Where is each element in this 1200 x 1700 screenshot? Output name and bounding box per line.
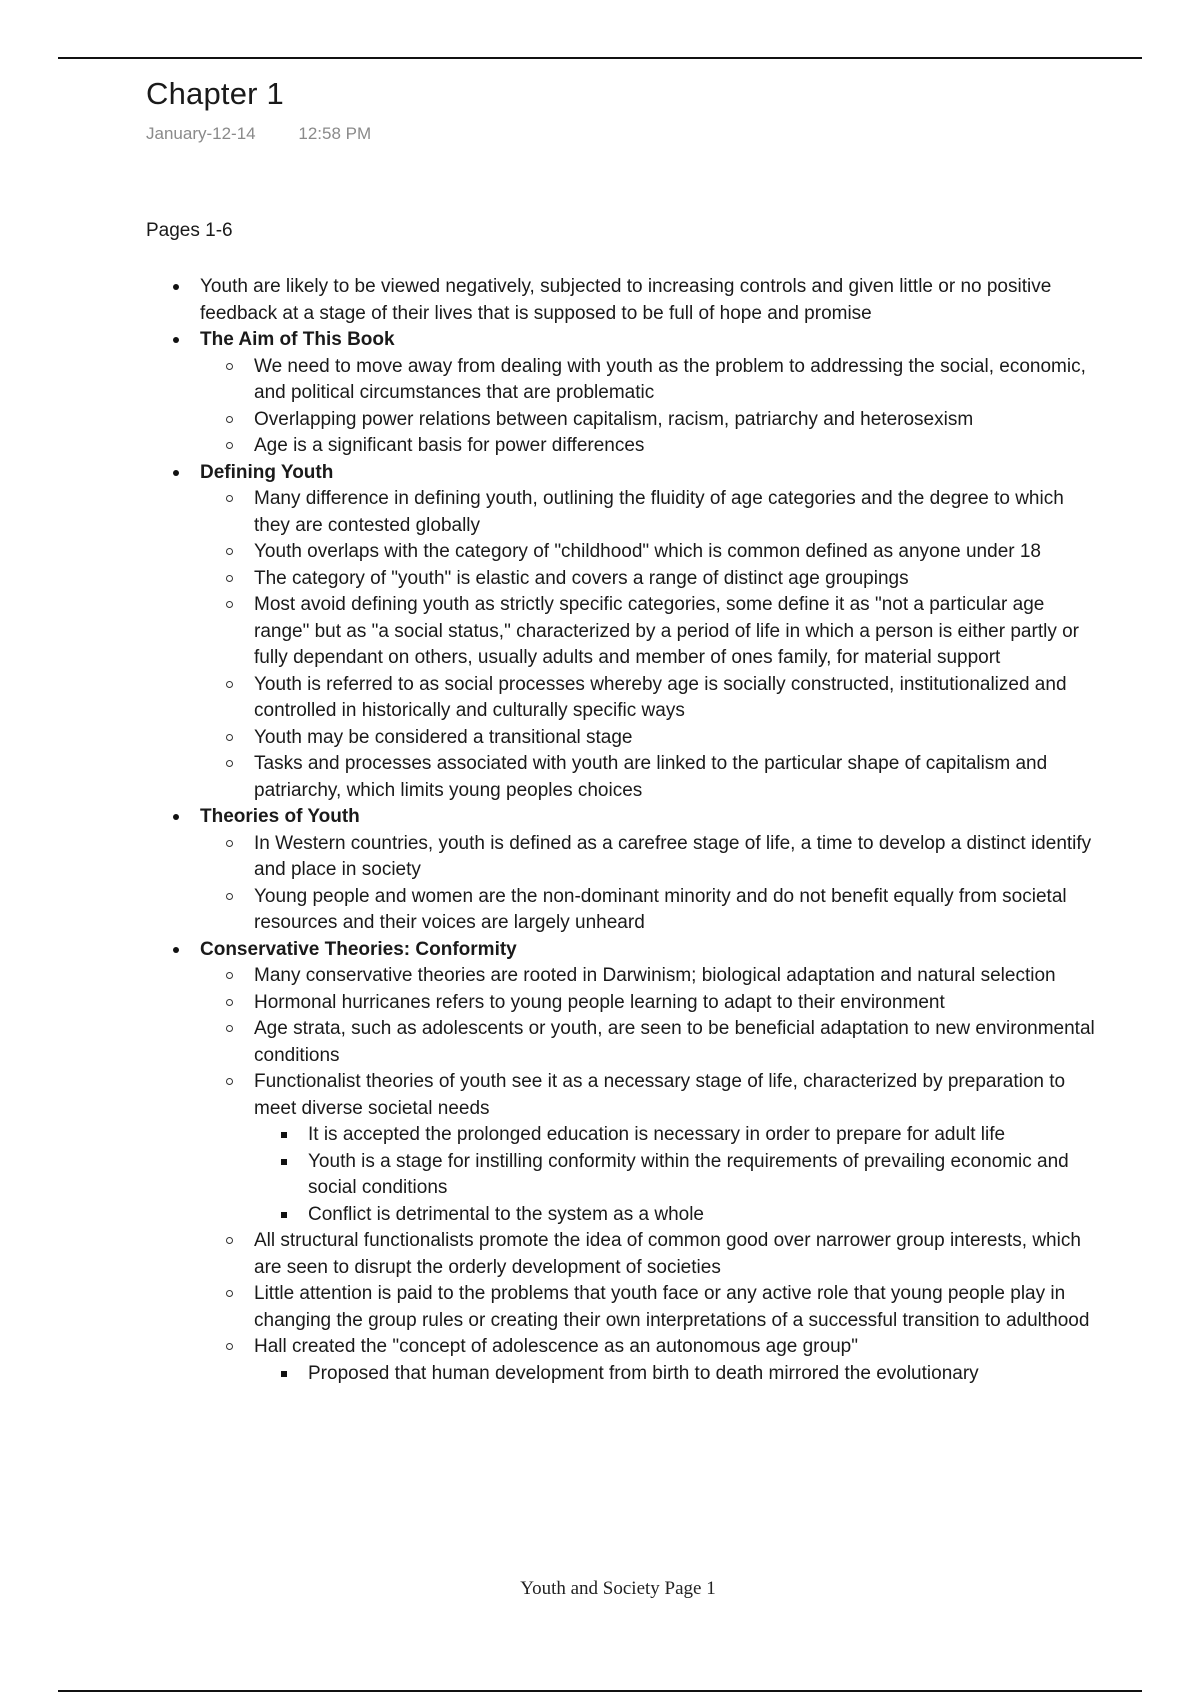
- section-heading-conservative: Conservative Theories: Conformity: [200, 938, 517, 960]
- conservative-sublist: [200, 963, 1096, 1387]
- theories-sublist: [200, 831, 1096, 937]
- list-item: Conflict is detrimental to the system as a whole: [254, 1202, 1096, 1229]
- list-item: Proposed that human development from birth to death mirrored the evolutionary: [254, 1361, 1096, 1388]
- list-item: [146, 460, 1096, 805]
- bottom-rule: [58, 1690, 1142, 1692]
- defining-sublist: [200, 486, 1096, 804]
- list-item: Young people and women are the non-dominant minority and do not benefit equally from societal resources and their voices are largely unheard: [200, 884, 1096, 937]
- list-item-text: Functionalist theories of youth see it as a necessary stage of life, characterized by preparation to meet diverse societal needs: [254, 1071, 1066, 1119]
- list-item: Many conservative theories are rooted in Darwinism; biological adaptation and natural selection: [200, 963, 1096, 990]
- list-item-text: Hall created the "concept of adolescence as an autonomous age group": [254, 1336, 858, 1357]
- section-heading-theories: Theories of Youth: [200, 806, 360, 827]
- pages-label: Pages 1-6: [146, 220, 233, 241]
- page-meta: [146, 124, 371, 144]
- list-item: Age is a significant basis for power differences: [200, 433, 1096, 460]
- list-item: Many difference in defining youth, outlining the fluidity of age categories and the degree to which they are contested globally: [200, 486, 1096, 539]
- hall-sublist: [254, 1361, 1096, 1388]
- list-item: Youth is referred to as social processes whereby age is socially constructed, institutionalized and controlled in historically and culturally specific ways: [200, 672, 1096, 725]
- outline-level-1: [146, 274, 1096, 1387]
- list-item: Tasks and processes associated with youth are linked to the particular shape of capitalism and patriarchy, which limits young peoples choices: [200, 751, 1096, 804]
- list-item: Hormonal hurricanes refers to young people learning to adapt to their environment: [200, 990, 1096, 1017]
- page-time: 12:58 PM: [298, 124, 372, 143]
- list-item: The category of "youth" is elastic and covers a range of distinct age groupings: [200, 566, 1096, 593]
- list-item: Little attention is paid to the problems that youth face or any active role that young people play in changing the group rules or creating their own interpretations of a successful transition to adulthood: [200, 1281, 1096, 1334]
- list-item: [146, 274, 1096, 327]
- list-item: [200, 1334, 1096, 1387]
- list-item: [146, 937, 1096, 1388]
- list-item: Youth may be considered a transitional stage: [200, 725, 1096, 752]
- list-item: [146, 327, 1096, 460]
- list-item: [146, 804, 1096, 937]
- functionalist-sublist: [254, 1122, 1096, 1228]
- intro-text: Youth are likely to be viewed negatively, subjected to increasing controls and given little or no positive feedback at a stage of their lives that is supposed to be full of hope and promise: [200, 276, 1052, 324]
- list-item: All structural functionalists promote the idea of common good over narrower group interests, which are seen to disrupt the orderly development of societies: [200, 1228, 1096, 1281]
- list-item: It is accepted the prolonged education is necessary in order to prepare for adult life: [254, 1122, 1096, 1149]
- notes-outline: [146, 274, 1096, 1387]
- page-title: Chapter 1: [146, 76, 284, 111]
- page-footer: Youth and Society Page 1: [520, 1578, 716, 1599]
- list-item: Youth is a stage for instilling conformity within the requirements of prevailing economic and social conditions: [254, 1149, 1096, 1202]
- list-item: Overlapping power relations between capitalism, racism, patriarchy and heterosexism: [200, 407, 1096, 434]
- aim-sublist: [200, 354, 1096, 460]
- list-item: We need to move away from dealing with youth as the problem to addressing the social, economic, and political circumstances that are problematic: [200, 354, 1096, 407]
- list-item: Most avoid defining youth as strictly specific categories, some define it as "not a particular age range" but as "a social status," characterized by a period of life in which a person is either partly or fully dependant on others, usually adults and member of ones family, for material support: [200, 592, 1096, 672]
- page-date: January-12-14: [146, 124, 256, 143]
- list-item: Age strata, such as adolescents or youth, are seen to be beneficial adaptation to new environmental conditions: [200, 1016, 1096, 1069]
- list-item: Youth overlaps with the category of "childhood" which is common defined as anyone under 18: [200, 539, 1096, 566]
- list-item: In Western countries, youth is defined as a carefree stage of life, a time to develop a distinct identify and place in society: [200, 831, 1096, 884]
- top-rule: [58, 57, 1142, 59]
- list-item: [200, 1069, 1096, 1228]
- section-heading-aim: The Aim of This Book: [200, 329, 395, 350]
- section-heading-defining: Defining Youth: [200, 461, 334, 483]
